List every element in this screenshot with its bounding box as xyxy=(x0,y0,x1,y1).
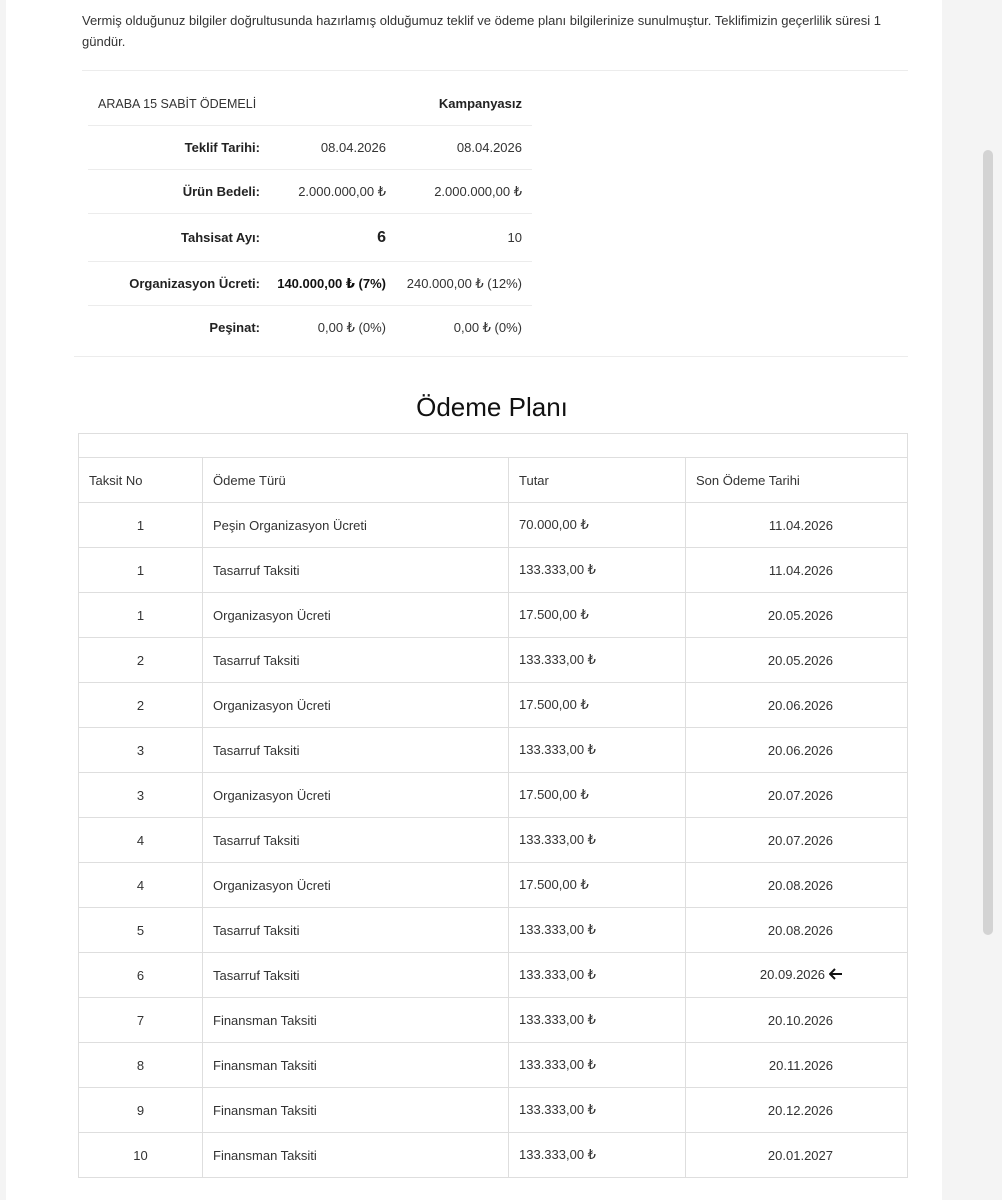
offer-label: Ürün Bedeli: xyxy=(182,184,260,199)
installment-no-text: 4 xyxy=(136,877,145,893)
installment-no-text: 3 xyxy=(136,787,145,803)
installment-no-cell xyxy=(79,503,203,548)
header-payment-type: Ödeme Türü xyxy=(203,458,509,503)
offer-value: 08.04.2026 xyxy=(320,140,386,155)
header-amount: Tutar xyxy=(509,458,686,503)
payment-plan-table xyxy=(78,433,908,1178)
table-row xyxy=(79,863,908,908)
offer-value: 140.000,00 ₺ (7%) xyxy=(277,275,386,291)
amount-text: 17.500,00 ₺ xyxy=(519,787,589,802)
installment-no-cell xyxy=(79,1088,203,1133)
installment-no-cell xyxy=(79,953,203,998)
table-row xyxy=(79,503,908,548)
table-row xyxy=(79,773,908,818)
amount-text: 133.333,00 ₺ xyxy=(519,562,596,577)
due-date-cell xyxy=(686,773,908,818)
payment-type-cell xyxy=(203,998,509,1043)
payment-type-cell xyxy=(203,1133,509,1178)
offer-row-fee xyxy=(88,262,532,306)
due-date-cell xyxy=(686,908,908,953)
offer-row-allocation xyxy=(88,214,532,262)
amount-text: 133.333,00 ₺ xyxy=(519,1102,596,1117)
payment-type-cell xyxy=(203,683,509,728)
payment-type-cell xyxy=(203,953,509,998)
payment-type-cell xyxy=(203,1088,509,1133)
due-date-cell xyxy=(686,1043,908,1088)
offer-alt-value: 0,00 ₺ (0%) xyxy=(453,319,522,335)
payment-type-cell xyxy=(203,593,509,638)
installment-no-text: 8 xyxy=(136,1057,145,1073)
table-row xyxy=(79,818,908,863)
amount-text: 17.500,00 ₺ xyxy=(519,607,589,622)
installment-no-cell xyxy=(79,1043,203,1088)
header-due-date: Son Ödeme Tarihi xyxy=(686,458,908,503)
offer-row-price xyxy=(88,170,532,214)
amount-cell xyxy=(509,818,686,863)
payment-type-text: Tasarruf Taksiti xyxy=(213,922,300,938)
installment-no-text: 9 xyxy=(136,1102,145,1118)
offer-alt-value: 10 xyxy=(507,230,522,245)
installment-no-text: 4 xyxy=(136,832,145,848)
installment-no-text: 1 xyxy=(136,517,145,533)
due-date-text: 20.12.2026 xyxy=(767,1102,833,1118)
amount-cell xyxy=(509,998,686,1043)
payment-type-text: Tasarruf Taksiti xyxy=(213,652,300,668)
amount-text: 133.333,00 ₺ xyxy=(519,967,596,982)
table-row xyxy=(79,683,908,728)
payment-type-text: Finansman Taksiti xyxy=(213,1102,317,1118)
table-row xyxy=(79,1088,908,1133)
installment-no-cell xyxy=(79,773,203,818)
divider-middle xyxy=(74,356,908,357)
divider-top xyxy=(82,70,908,71)
due-date-cell xyxy=(686,1088,908,1133)
amount-cell xyxy=(509,503,686,548)
installment-no-text: 1 xyxy=(136,607,145,623)
due-date-text: 20.07.2026 xyxy=(767,787,833,803)
installment-no-cell xyxy=(79,1133,203,1178)
due-date-cell xyxy=(686,953,908,998)
payment-type-cell xyxy=(203,638,509,683)
payment-type-text: Finansman Taksiti xyxy=(213,1012,317,1028)
due-date-cell xyxy=(686,998,908,1043)
offer-alt-value: 240.000,00 ₺ (12%) xyxy=(406,275,522,291)
installment-no-text: 5 xyxy=(136,922,145,938)
table-header-row xyxy=(79,458,908,503)
amount-text: 133.333,00 ₺ xyxy=(519,832,596,847)
offer-table xyxy=(88,82,532,349)
scrollbar-thumb[interactable] xyxy=(983,150,993,935)
due-date-text: 20.09.2026 xyxy=(759,966,825,982)
table-spacer-row xyxy=(79,434,908,458)
offer-value: 2.000.000,00 ₺ xyxy=(298,183,386,199)
table-row xyxy=(79,953,908,998)
payment-type-cell xyxy=(203,503,509,548)
installment-no-text: 2 xyxy=(136,697,145,713)
table-row xyxy=(79,638,908,683)
due-date-text: 20.06.2026 xyxy=(767,742,833,758)
installment-no-cell xyxy=(79,728,203,773)
due-date-cell xyxy=(686,728,908,773)
offer-value: 6 xyxy=(377,228,386,246)
installment-no-cell xyxy=(79,863,203,908)
offer-row-date xyxy=(88,126,532,170)
amount-text: 17.500,00 ₺ xyxy=(519,877,589,892)
due-date-cell xyxy=(686,1133,908,1178)
offer-alt-value: 2.000.000,00 ₺ xyxy=(434,183,522,199)
amount-text: 70.000,00 ₺ xyxy=(519,517,589,532)
offer-label: Teklif Tarihi: xyxy=(184,140,260,155)
installment-no-text: 1 xyxy=(136,562,145,578)
offer-header-row xyxy=(88,82,532,126)
offer-value: 0,00 ₺ (0%) xyxy=(317,319,386,335)
due-date-text: 20.05.2026 xyxy=(767,652,833,668)
payment-type-cell xyxy=(203,818,509,863)
due-date-text: 20.07.2026 xyxy=(767,832,833,848)
payment-type-text: Tasarruf Taksiti xyxy=(213,967,300,983)
payment-type-cell xyxy=(203,548,509,593)
payment-type-text: Organizasyon Ücreti xyxy=(213,697,331,713)
due-date-text: 11.04.2026 xyxy=(768,562,833,578)
offer-alt-value: 08.04.2026 xyxy=(456,140,522,155)
due-date-cell xyxy=(686,683,908,728)
payment-type-text: Organizasyon Ücreti xyxy=(213,787,331,803)
due-date-text: 20.08.2026 xyxy=(767,922,833,938)
table-row xyxy=(79,908,908,953)
payment-type-text: Organizasyon Ücreti xyxy=(213,607,331,623)
amount-text: 133.333,00 ₺ xyxy=(519,1147,596,1162)
payment-type-text: Peşin Organizasyon Ücreti xyxy=(213,517,367,533)
table-row xyxy=(79,1133,908,1178)
amount-text: 133.333,00 ₺ xyxy=(519,1057,596,1072)
table-row xyxy=(79,593,908,638)
offer-label: Organizasyon Ücreti: xyxy=(129,276,260,291)
due-date-cell xyxy=(686,818,908,863)
arrow-left-icon xyxy=(829,968,843,983)
amount-cell xyxy=(509,1088,686,1133)
installment-no-cell xyxy=(79,818,203,863)
installment-no-cell xyxy=(79,683,203,728)
table-row xyxy=(79,728,908,773)
table-row xyxy=(79,998,908,1043)
installment-no-text: 6 xyxy=(136,967,145,983)
table-row xyxy=(79,548,908,593)
installment-no-cell xyxy=(79,593,203,638)
header-installment-no: Taksit No xyxy=(79,458,203,503)
payment-type-cell xyxy=(203,863,509,908)
due-date-cell xyxy=(686,638,908,683)
payment-type-cell xyxy=(203,728,509,773)
payment-type-text: Tasarruf Taksiti xyxy=(213,562,300,578)
amount-cell xyxy=(509,638,686,683)
amount-cell xyxy=(509,1043,686,1088)
due-date-cell xyxy=(686,548,908,593)
amount-text: 133.333,00 ₺ xyxy=(519,1012,596,1027)
payment-type-cell xyxy=(203,773,509,818)
amount-cell xyxy=(509,593,686,638)
installment-no-text: 10 xyxy=(133,1147,148,1163)
payment-type-text: Organizasyon Ücreti xyxy=(213,877,331,893)
table-spacer-cell xyxy=(79,434,908,458)
due-date-text: 20.06.2026 xyxy=(767,697,833,713)
payment-type-text: Finansman Taksiti xyxy=(213,1147,317,1163)
due-date-text: 20.10.2026 xyxy=(767,1012,833,1028)
installment-no-text: 7 xyxy=(136,1012,145,1028)
installment-no-text: 2 xyxy=(136,652,145,668)
amount-text: 133.333,00 ₺ xyxy=(519,652,596,667)
campaign-label: Kampanyasız xyxy=(438,96,522,111)
product-title: ARABA 15 SABİT ÖDEMELİ xyxy=(98,96,257,111)
amount-cell xyxy=(509,548,686,593)
payment-type-cell xyxy=(203,1043,509,1088)
installment-no-cell xyxy=(79,908,203,953)
installment-no-text: 3 xyxy=(136,742,145,758)
table-row xyxy=(79,1043,908,1088)
payment-type-cell xyxy=(203,908,509,953)
payment-type-text: Tasarruf Taksiti xyxy=(213,832,300,848)
offer-label: Tahsisat Ayı: xyxy=(181,230,260,245)
plan-title: Ödeme Planı xyxy=(416,392,568,422)
installment-no-cell xyxy=(79,548,203,593)
amount-text: 17.500,00 ₺ xyxy=(519,697,589,712)
due-date-text: 20.01.2027 xyxy=(767,1147,833,1163)
amount-text: 133.333,00 ₺ xyxy=(519,922,596,937)
amount-cell xyxy=(509,773,686,818)
due-date-text: 20.08.2026 xyxy=(767,877,833,893)
due-date-text: 20.05.2026 xyxy=(767,607,833,623)
amount-cell xyxy=(509,728,686,773)
offer-label: Peşinat: xyxy=(209,320,260,335)
due-date-cell xyxy=(686,863,908,908)
installment-no-cell xyxy=(79,998,203,1043)
due-date-text: 11.04.2026 xyxy=(768,517,833,533)
amount-text: 133.333,00 ₺ xyxy=(519,742,596,757)
due-date-cell xyxy=(686,593,908,638)
amount-cell xyxy=(509,683,686,728)
offer-row-downpayment xyxy=(88,306,532,349)
amount-cell xyxy=(509,863,686,908)
payment-type-text: Tasarruf Taksiti xyxy=(213,742,300,758)
intro-text: Vermiş olduğunuz bilgiler doğrultusunda hazırlamış olduğumuz teklif ve ödeme planı bilgilerinize sunulmuştur. Teklifimizin geçerlilik süresi 1 gündür. xyxy=(82,13,881,49)
payment-type-text: Finansman Taksiti xyxy=(213,1057,317,1073)
due-date-cell xyxy=(686,503,908,548)
due-date-text: 20.11.2026 xyxy=(768,1057,833,1073)
amount-cell xyxy=(509,1133,686,1178)
installment-no-cell xyxy=(79,638,203,683)
amount-cell xyxy=(509,953,686,998)
amount-cell xyxy=(509,908,686,953)
